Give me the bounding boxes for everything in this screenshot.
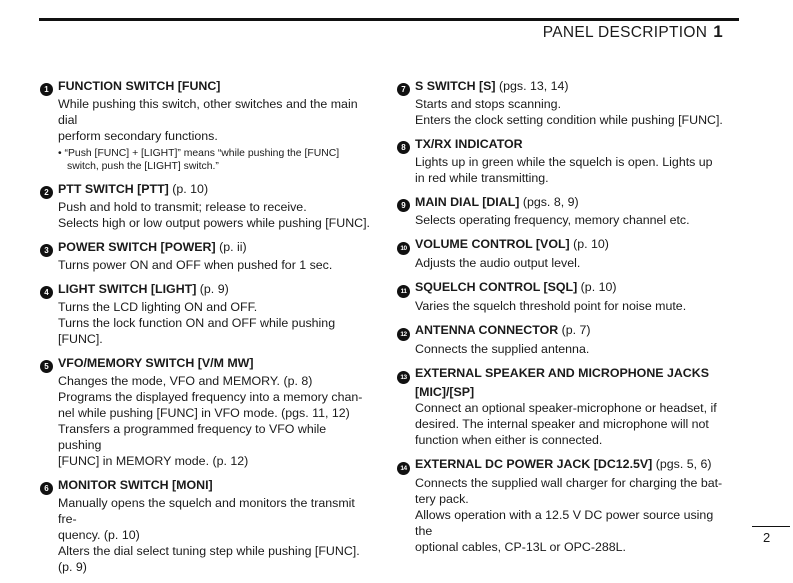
description-line: Transfers a programmed frequency to VFO while pushing xyxy=(58,422,327,452)
item-title xyxy=(40,239,370,257)
item-description xyxy=(397,475,727,555)
item-number-badge: 8 xyxy=(397,141,410,154)
description-item xyxy=(40,181,370,231)
description-line: desired. The internal speaker and microphone will not xyxy=(415,417,709,431)
top-rule xyxy=(39,18,739,21)
item-number-badge: 11 xyxy=(397,285,410,298)
item-number-badge: 2 xyxy=(40,186,53,199)
item-description xyxy=(397,341,727,357)
item-description xyxy=(397,298,727,314)
description-line: Enters the clock setting condition while pushing [FUNC]. xyxy=(415,113,723,127)
description-line: Turns the LCD lighting ON and OFF. xyxy=(58,300,258,314)
item-name-continued: [MIC]/[SP] xyxy=(415,385,475,399)
left-column xyxy=(40,78,370,583)
description-line: Selects high or low output powers while pushing [FUNC]. xyxy=(58,216,370,230)
description-line: optional cables, CP-13L or OPC-288L. xyxy=(415,540,626,554)
item-name: VFO/MEMORY SWITCH [V/M MW] xyxy=(58,356,254,370)
item-number-badge: 4 xyxy=(40,286,53,299)
item-number-badge: 14 xyxy=(397,462,410,475)
item-number-badge: 1 xyxy=(40,83,53,96)
item-number-badge: 6 xyxy=(40,482,53,495)
item-title xyxy=(397,365,727,384)
description-line: [FUNC] in MEMORY mode. (p. 12) xyxy=(58,454,249,468)
item-title xyxy=(40,181,370,199)
description-item xyxy=(40,281,370,347)
description-line: nel while pushing [FUNC] in VFO mode. (pgs. 11, 12) xyxy=(58,406,350,420)
description-line: perform secondary functions. xyxy=(58,129,218,143)
item-name: TX/RX INDICATOR xyxy=(415,137,523,151)
right-column xyxy=(397,78,727,563)
description-line: Alters the dial select tuning step while pushing [FUNC]. xyxy=(58,544,360,558)
description-line: function when either is connected. xyxy=(415,433,603,447)
page-number-rule xyxy=(752,526,790,527)
item-description xyxy=(40,495,370,575)
item-name: S SWITCH [S] xyxy=(415,79,496,93)
description-line: Push and hold to transmit; release to receive. xyxy=(58,200,307,214)
description-line: Turns the lock function ON and OFF while pushing [FUNC]. xyxy=(58,316,336,346)
page-header xyxy=(543,22,723,42)
description-line: Selects operating frequency, memory channel etc. xyxy=(415,213,690,227)
item-number-badge: 9 xyxy=(397,199,410,212)
item-name: ANTENNA CONNECTOR xyxy=(415,323,559,337)
item-number-badge: 12 xyxy=(397,328,410,341)
item-title xyxy=(40,477,370,495)
note-line: switch, push the [LIGHT] switch.” xyxy=(67,161,219,172)
item-name: VOLUME CONTROL [VOL] xyxy=(415,237,570,251)
description-line: tery pack. xyxy=(415,492,469,506)
page-reference: (pgs. 5, 6) xyxy=(652,457,712,471)
item-description xyxy=(397,384,727,448)
page-reference: (p. 10) xyxy=(577,280,617,294)
page-reference: (p. ii) xyxy=(215,240,247,254)
item-name: LIGHT SWITCH [LIGHT] xyxy=(58,282,197,296)
description-line: Programs the displayed frequency into a memory chan- xyxy=(58,390,363,404)
item-title xyxy=(397,279,727,298)
item-description xyxy=(40,373,370,469)
note-line: • “Push [FUNC] + [LIGHT]” means “while pushing the [FUNC] xyxy=(58,148,340,159)
description-item xyxy=(397,78,727,128)
description-item xyxy=(397,322,727,357)
item-title xyxy=(397,236,727,255)
description-line: (p. 9) xyxy=(58,560,87,574)
description-line: Allows operation with a 12.5 V DC power source using the xyxy=(415,508,714,538)
description-item xyxy=(397,456,727,555)
description-line: Varies the squelch threshold point for noise mute. xyxy=(415,299,687,313)
item-name: MAIN DIAL [DIAL] xyxy=(415,195,520,209)
description-line: in red while transmitting. xyxy=(415,171,549,185)
item-title xyxy=(397,456,727,475)
item-name: SQUELCH CONTROL [SQL] xyxy=(415,280,578,294)
description-item xyxy=(40,355,370,469)
item-number-badge: 3 xyxy=(40,244,53,257)
item-number-badge: 10 xyxy=(397,242,410,255)
chapter-number: 1 xyxy=(713,22,723,41)
page-reference: (pgs. 8, 9) xyxy=(519,195,579,209)
item-description xyxy=(40,199,370,231)
description-item xyxy=(397,194,727,228)
description-line: Connect an optional speaker-microphone or headset, if xyxy=(415,401,717,415)
item-description xyxy=(397,96,727,128)
page-reference: (p. 9) xyxy=(196,282,229,296)
description-item xyxy=(40,78,370,173)
item-title xyxy=(40,355,370,373)
page-reference: (pgs. 13, 14) xyxy=(495,79,569,93)
item-description xyxy=(40,96,370,144)
page-reference: (p. 10) xyxy=(168,182,209,196)
item-name: EXTERNAL SPEAKER AND MICROPHONE JACKS xyxy=(415,366,709,380)
description-item xyxy=(40,239,370,273)
description-item xyxy=(397,279,727,314)
item-name: POWER SWITCH [POWER] xyxy=(58,240,216,254)
description-item xyxy=(40,477,370,575)
item-number-badge: 7 xyxy=(397,83,410,96)
item-title xyxy=(397,136,727,154)
item-number-badge: 5 xyxy=(40,360,53,373)
item-title xyxy=(397,78,727,96)
item-title xyxy=(40,78,370,96)
item-description xyxy=(40,257,370,273)
description-line: Connects the supplied wall charger for charging the bat- xyxy=(415,476,723,490)
description-line: Changes the mode, VFO and MEMORY. (p. 8) xyxy=(58,374,313,388)
item-description xyxy=(397,154,727,186)
description-line: Starts and stops scanning. xyxy=(415,97,562,111)
description-line: Turns power ON and OFF when pushed for 1 sec. xyxy=(58,258,333,272)
item-title xyxy=(397,322,727,341)
page-number: 2 xyxy=(763,530,771,545)
description-item xyxy=(397,236,727,271)
item-description xyxy=(397,212,727,228)
item-number-badge: 13 xyxy=(397,371,410,384)
item-name: FUNCTION SWITCH [FUNC] xyxy=(58,79,221,93)
description-line: Lights up in green while the squelch is open. Lights up xyxy=(415,155,713,169)
description-line: Adjusts the audio output level. xyxy=(415,256,581,270)
item-description xyxy=(397,255,727,271)
description-line: quency. (p. 10) xyxy=(58,528,140,542)
usage-note xyxy=(40,147,370,173)
item-title xyxy=(397,194,727,212)
description-item xyxy=(397,136,727,186)
item-description xyxy=(40,299,370,347)
description-item xyxy=(397,365,727,448)
page-reference: (p. 7) xyxy=(558,323,591,337)
item-name: EXTERNAL DC POWER JACK [DC12.5V] xyxy=(415,457,653,471)
description-line: Connects the supplied antenna. xyxy=(415,342,590,356)
section-title: PANEL DESCRIPTION xyxy=(542,24,708,41)
page-reference: (p. 10) xyxy=(569,237,609,251)
item-name: MONITOR SWITCH [MONI] xyxy=(58,478,213,492)
item-title xyxy=(40,281,370,299)
description-line: Manually opens the squelch and monitors the transmit fre- xyxy=(58,496,355,526)
description-line: While pushing this switch, other switches and the main dial xyxy=(58,97,358,127)
item-name: PTT SWITCH [PTT] xyxy=(58,182,169,196)
